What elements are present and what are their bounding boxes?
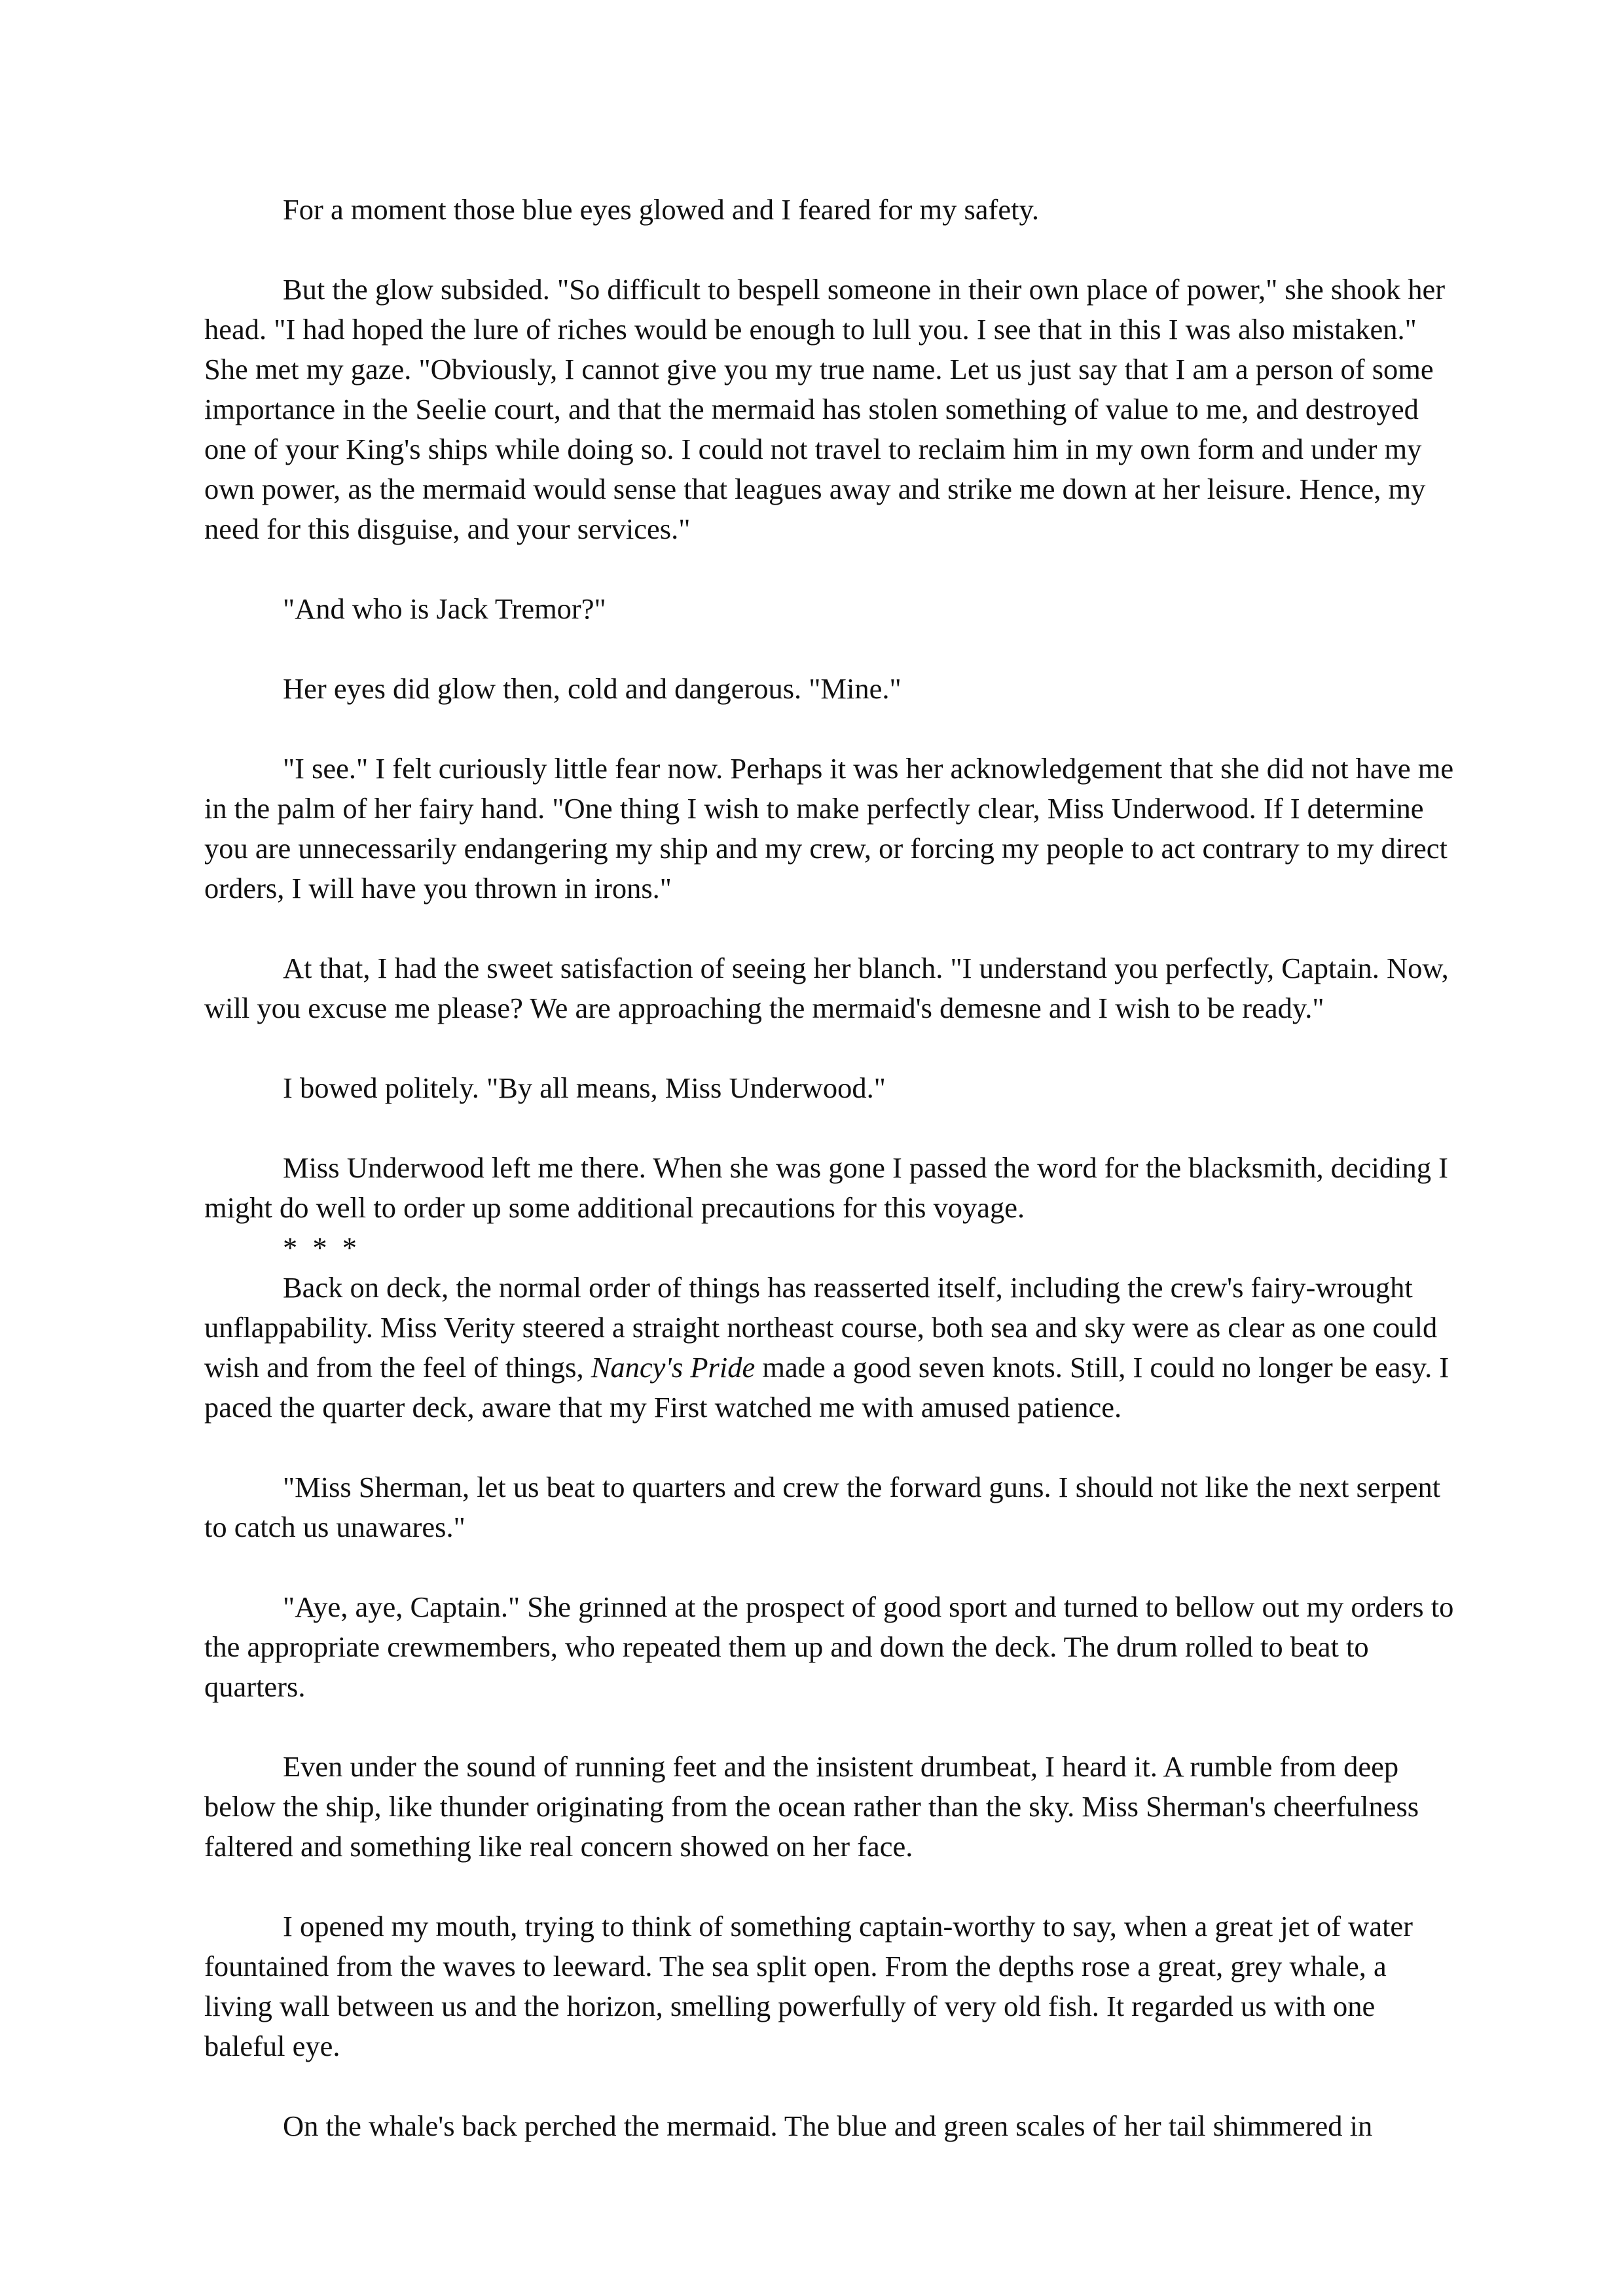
paragraph-irons: "I see." I felt curiously little fear now. Perhaps it was her acknowledgement that she did not have me in the palm of her fairy hand. "One thing I wish to make perfectly clear, Miss Underwood. If I determine you are unnecessarily endangering my ship and my crew, or forcing my people to act contrary to my direct orders, I will have you thrown in irons." [204, 752, 1454, 905]
paragraph-blacksmith: Miss Underwood left me there. When she was gone I passed the word for the blacksmith, deciding I might do well to order up some additional precautions for this voyage. [204, 1151, 1448, 1224]
scene-break: * * * [283, 1231, 361, 1264]
paragraph-rumble: Even under the sound of running feet and the insistent drumbeat, I heard it. A rumble from deep below the ship, like thunder originating from the ocean rather than the sky. Miss Sherman's cheerfulness faltered and something like real concern showed on her face. [204, 1750, 1419, 1863]
paragraph-glow-subsided: But the glow subsided. "So difficult to bespell someone in their own place of power," she shook her head. "I had hoped the lure of riches would be enough to lull you. I see that in this I was also mistaken." She met my gaze. "Obviously, I cannot give you my true name. Let us just say that I am a person of some importance in the Seelie court, and that the mermaid has stolen something of value to me, and destroyed one of your King's ships while doing so. I could not travel to reclaim him in my own form and under my own power, as the mermaid would sense that leagues away and strike me down at her leisure. Hence, my need for this disguise, and your services." [204, 273, 1446, 545]
paragraph-whale: I opened my mouth, trying to think of something captain-worthy to say, when a great jet of water fountained from the waves to leeward. The sea split open. From the depths rose a great, grey whale, a living wall between us and the horizon, smelling powerfully of very old fish. It regarded us with one baleful eye. [204, 1910, 1413, 2062]
ship-name-italic: Nancy's Pride [591, 1351, 756, 1384]
paragraph-mine: Her eyes did glow then, cold and dangerous. "Mine." [283, 672, 902, 705]
paragraph-aye-aye: "Aye, aye, Captain." She grinned at the prospect of good sport and turned to bellow out my orders to the appropriate crewmembers, who repeated them up and down the deck. The drum rolled to beat to quarters. [204, 1590, 1454, 1703]
paragraph-bowed: I bowed politely. "By all means, Miss Underwood." [283, 1071, 886, 1104]
body-text [204, 190, 1458, 2186]
paragraph-beat-to-quarters: "Miss Sherman, let us beat to quarters and crew the forward guns. I should not like the next serpent to catch us unawares." [204, 1471, 1441, 1543]
paragraph-jack-tremor: "And who is Jack Tremor?" [283, 592, 606, 625]
paragraph-back-on-deck: Back on deck, the normal order of things has reasserted itself, including the crew's fairy-wrought unflappability. Miss Verity steered a straight northeast course, both sea and sky were as clear as one could wish and from the feel of things, Nancy's Pride made a good seven knots. Still, I could no longer be easy. I paced the quarter deck, aware that my First watched me with amused patience. [204, 1271, 1450, 1424]
paragraph-blue-eyes: For a moment those blue eyes glowed and I feared for my safety. [283, 193, 1039, 226]
paragraph-mermaid: On the whale's back perched the mermaid. The blue and green scales of her tail shimmered in [283, 2109, 1373, 2142]
paragraph-blanch: At that, I had the sweet satisfaction of seeing her blanch. "I understand you perfectly, Captain. Now, will you excuse me please? We are approaching the mermaid's demesne and I wish to be ready." [204, 952, 1449, 1024]
